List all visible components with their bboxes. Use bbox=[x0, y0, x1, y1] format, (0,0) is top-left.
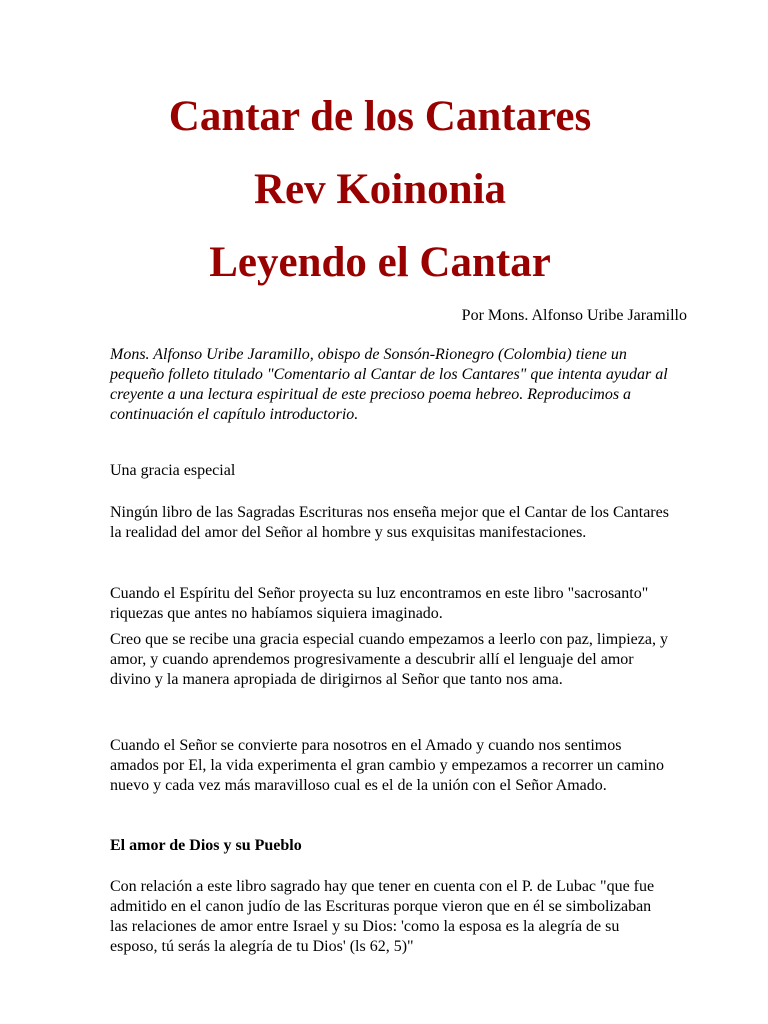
paragraph-1 bbox=[110, 503, 670, 543]
intro-text: Mons. Alfonso Uribe Jaramillo, obispo de Sonsón-Rionegro (Colombia) tiene un pequeño folleto titulado "Comentario al Cantar de los Cantares" que intenta ayudar al creyente a una lectura espiritual de este precioso poema hebreo. Reproducimos a continuación el capítulo introductorio. bbox=[110, 346, 668, 423]
paragraph-text: Con relación a este libro sagrado hay que tener en cuenta con el P. de Lubac "que fue admitido en el canon judío de las Escrituras porque vieron que en él se simbolizaban las relaciones de amor entre Israel y su Dios: 'como la esposa es la alegría de su esposo, tú serás la alegría de tu Dios' (ls 62, 5)" bbox=[110, 878, 655, 955]
document-title bbox=[100, 93, 660, 286]
title-line-1: Cantar de los Cantares bbox=[168, 93, 592, 140]
title-line-2: Rev Koinonia bbox=[253, 166, 507, 213]
section-label bbox=[110, 461, 670, 481]
section-heading-text: El amor de Dios y su Pueblo bbox=[110, 837, 302, 854]
paragraph-text: Cuando el Señor se convierte para nosotros en el Amado y cuando nos sentimos amados por El, la vida experimenta el gran cambio y empezamos a recorrer un camino nuevo y cada vez más maravilloso cual es el de la unión con el Señor Amado. bbox=[110, 737, 664, 794]
paragraph-text: Cuando el Espíritu del Señor proyecta su luz encontramos en este libro "sacrosanto" riquezas que antes no habíamos siquiera imaginado. bbox=[110, 585, 649, 622]
paragraph-4 bbox=[110, 736, 670, 796]
paragraph-text: Ningún libro de las Sagradas Escrituras nos enseña mejor que el Cantar de los Cantares la realidad del amor del Señor al hombre y sus exquisitas manifestaciones. bbox=[110, 504, 669, 541]
paragraph-text: Creo que se recibe una gracia especial cuando empezamos a leerlo con paz, limpieza, y amor, y cuando aprendemos progresivamente a descubrir allí el lenguaje del amor divino y la manera apropiada de dirigirnos al Señor que tanto nos ama. bbox=[110, 631, 668, 688]
section-heading bbox=[110, 836, 670, 856]
paragraph-2 bbox=[110, 584, 670, 624]
paragraph-3 bbox=[110, 630, 670, 690]
paragraph-5 bbox=[110, 877, 670, 957]
author-byline: Por Mons. Alfonso Uribe Jaramillo bbox=[461, 307, 687, 324]
section-label-text: Una gracia especial bbox=[110, 462, 236, 479]
intro-paragraph bbox=[110, 345, 670, 425]
title-line-3: Leyendo el Cantar bbox=[209, 239, 551, 286]
document-page bbox=[110, 93, 687, 955]
